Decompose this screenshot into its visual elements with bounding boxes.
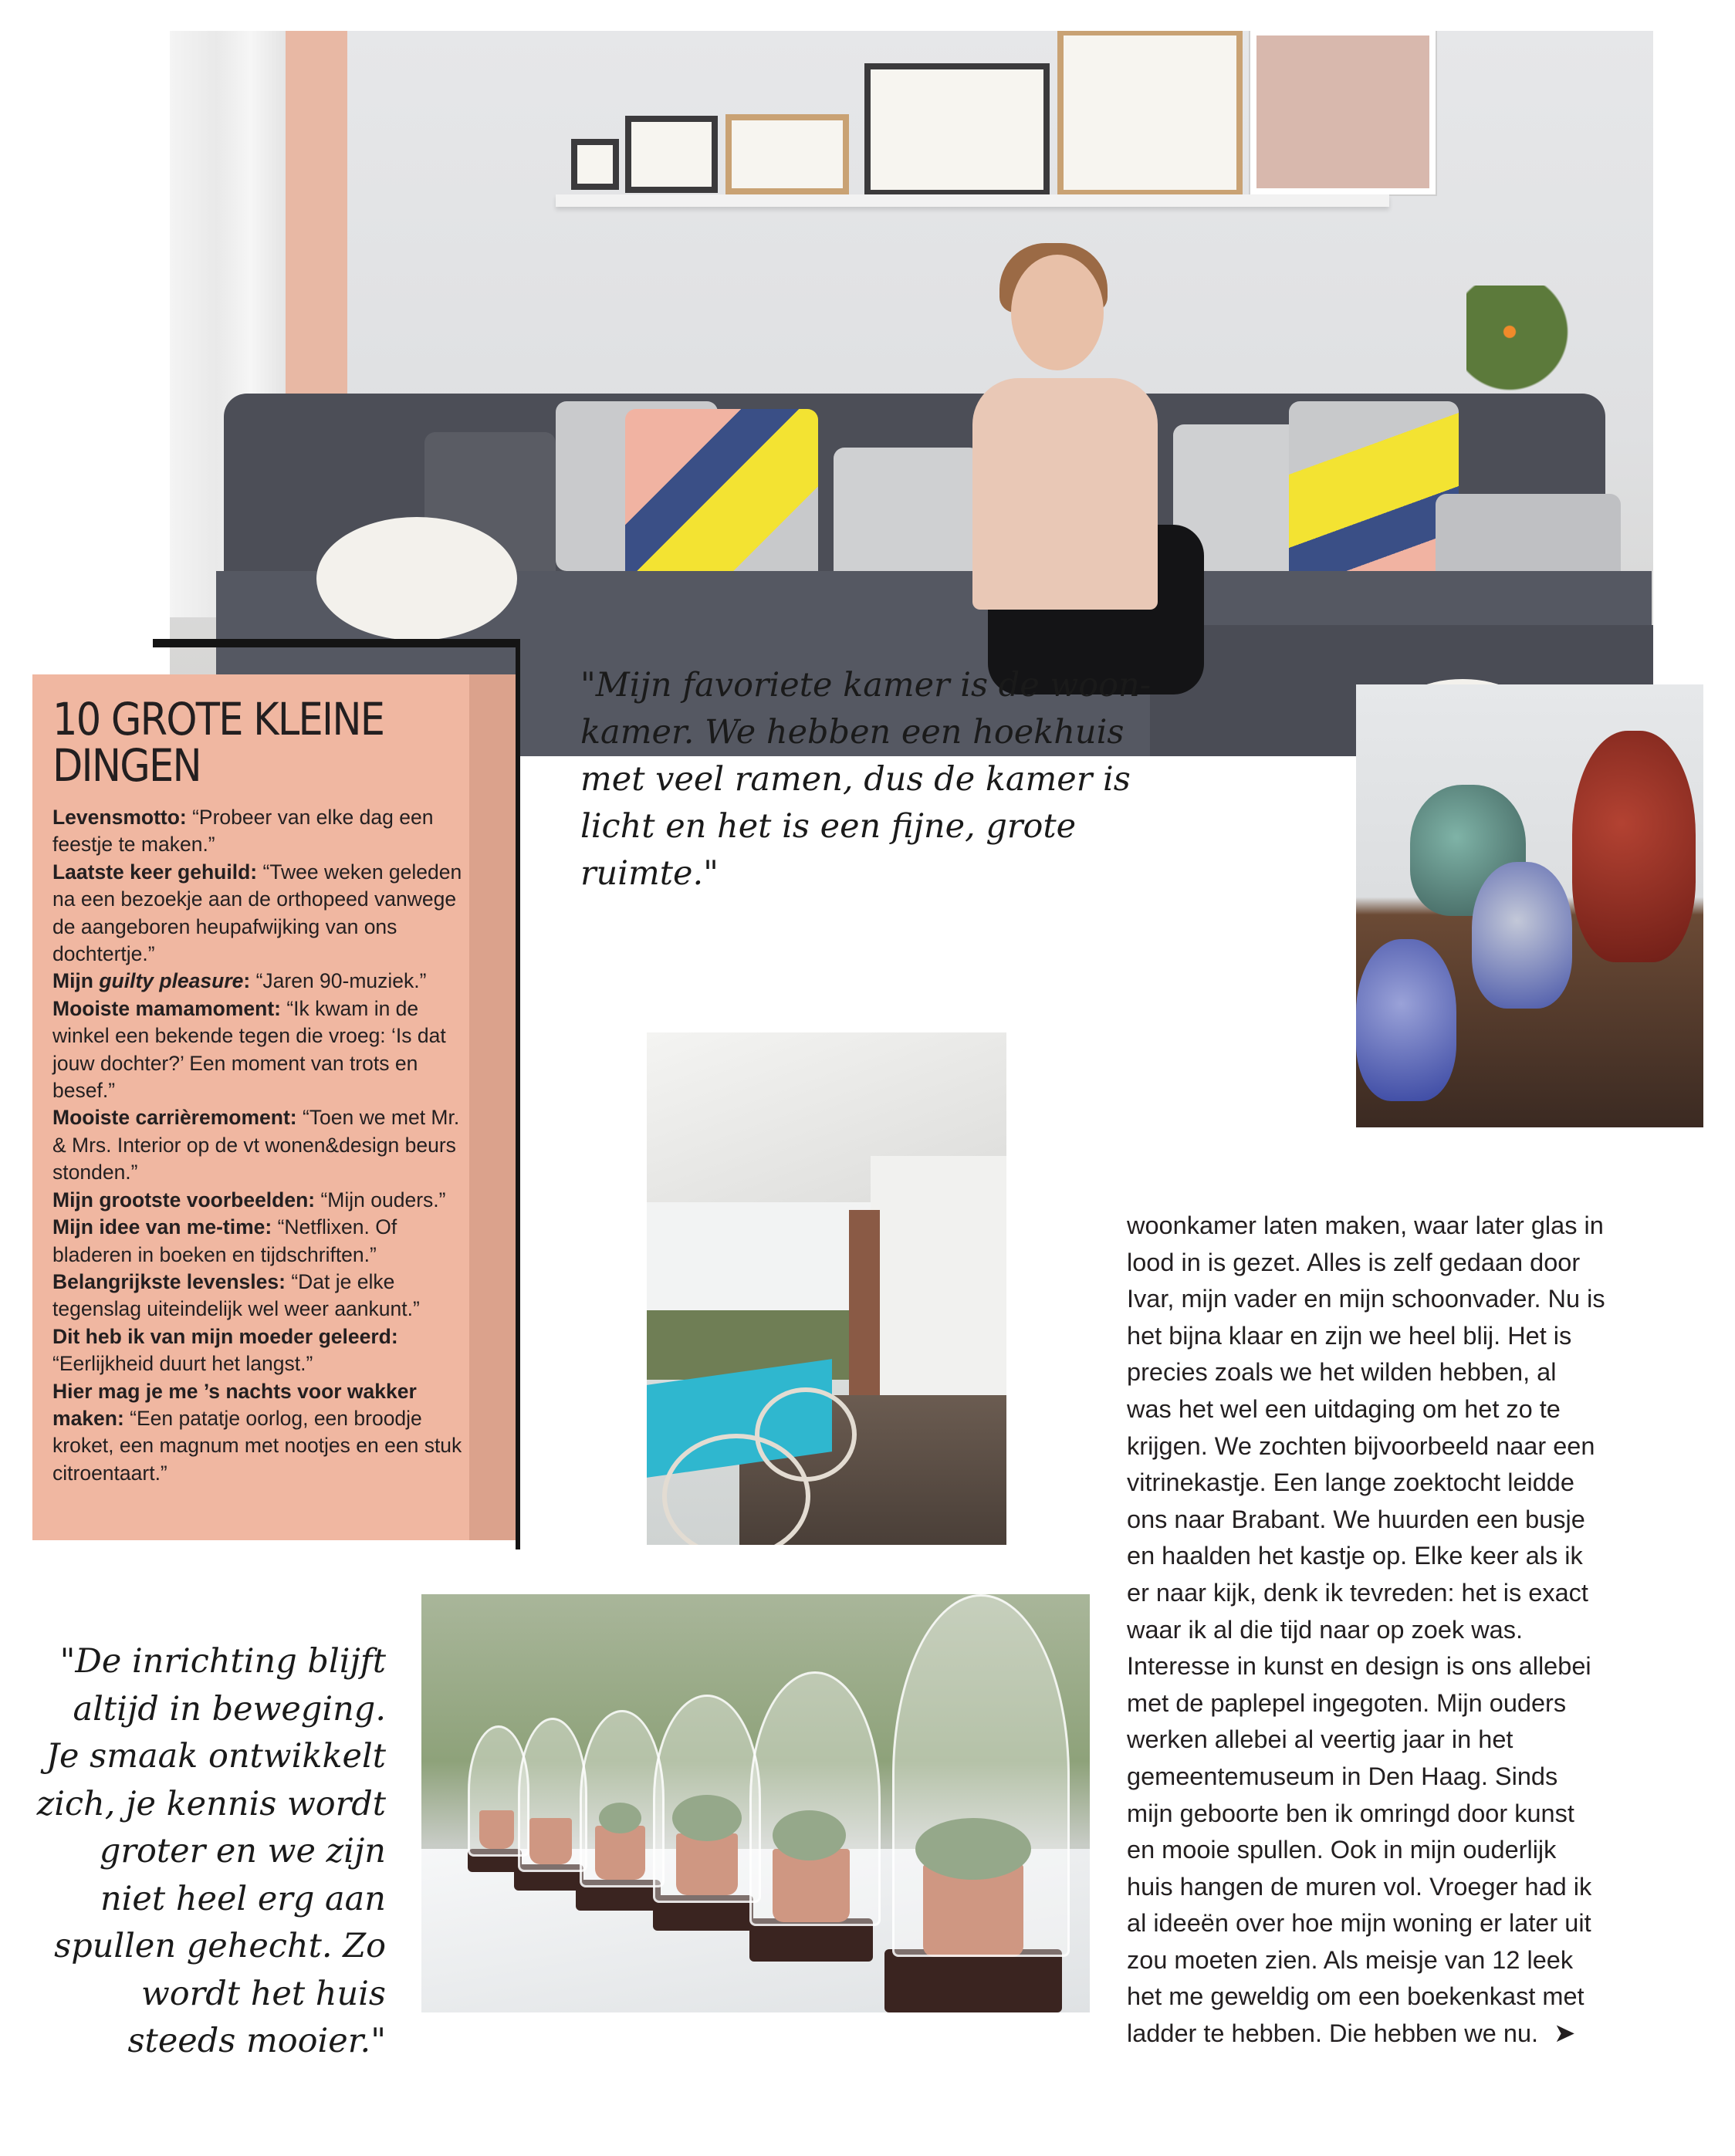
picture-shelf [556,194,1389,207]
sidebar-edge [469,674,516,1540]
blue-vase [1356,939,1456,1101]
body-line: lood in is gezet. Alles is zelf gedaan door [1127,1248,1581,1276]
glass-dome [518,1718,587,1872]
body-line: en haalden het kastje op. Elke keer als ik [1127,1542,1583,1570]
sidebar-item-text: “Ik kwam in de winkel een bekende tegen die vroeg: ‘Is dat jouw dochter?’ Een moment van trots en besef.” [52,996,446,1103]
sidebar-item-label: Mooiste carrièremoment: [52,1106,297,1130]
body-line: er naar kijk, denk ik tevreden: het is exact [1127,1578,1588,1607]
living-room-photo [170,31,1653,756]
sheepskin-left [316,517,517,640]
cactus-domes-photo [421,1594,1090,2012]
glass-dome [749,1671,881,1926]
body-line: was het wel een uitdaging om het zo te [1127,1394,1561,1423]
blue-silver-vase [1472,862,1572,1009]
sidebar-item [52,995,469,1105]
sidebar-item-label: Mijn guilty pleasure: [52,969,251,993]
sidebar-item-text: “Twee weken geleden na een bezoekje aan de orthopeed vanwege de aangeboren heupafwijking van ons dochtertje.” [52,860,462,966]
body-line: Ivar, mijn vader en mijn schoonvader. Nu is [1127,1285,1605,1313]
body-line: Interesse in kunst en design is ons allebei [1127,1652,1591,1681]
sidebar-item-text: “Mijn ouders.” [315,1188,446,1211]
sidebar-title: 10 GROTE KLEINE DINGEN [52,693,384,792]
body-line: krijgen. We zochten bijvoorbeeld naar een [1127,1431,1595,1460]
sidebar-list [52,804,469,1487]
sidebar-box [32,674,469,1540]
glass-dome [892,1594,1070,1957]
sidebar-item-text: “Netflixen. Of bladeren in boeken en tijdschriften.” [52,1215,397,1266]
accent-vertical-line [516,639,520,1549]
wire-chair-2 [755,1387,857,1482]
sidebar-item-label: Mijn grootste voorbeelden: [52,1188,316,1211]
body-line: precies zoals we het wilden hebben, al [1127,1358,1557,1387]
bird-print-frame [864,63,1050,196]
body-line: het me geweldig om een boekenkast met [1127,1982,1584,2011]
body-line: al ideeën over hoe mijn woning er later uit [1127,1909,1591,1938]
sidebar-item-label: Levensmotto: [52,806,187,829]
woman-blouse [972,378,1158,610]
body-line: zou moeten zien. Als meisje van 12 leek [1127,1945,1574,1974]
accent-rule [153,639,519,647]
sidebar-item-text: “Eerlijkheid duurt het langst.” [52,1352,313,1376]
sidebar-item-text: “Een patatje oorlog, een broodje kroket, een magnum met nootjes en een stuk citroentaart.” [52,1406,462,1485]
child-portrait-frame [1250,31,1436,194]
balcony-photo [647,1032,1006,1545]
sidebar-item-text: “Dat je elke tegenslag uiteindelijk wel weer aankunt.” [52,1269,420,1321]
sidebar-item-text: “Probeer van elke dag een feestje te maken.” [52,806,434,857]
sidebar-item [52,859,469,968]
body-line: vitrinekastje. Een lange zoektocht leidde [1127,1468,1574,1497]
sidebar-item [52,1378,469,1488]
sidebar-item [52,968,469,995]
sidebar-item-text: “Jaren 90-muziek.” [250,969,427,993]
sidebar-item-label: Hier mag je me ’s nachts voor wakker maken: [52,1379,417,1430]
body-line: woonkamer laten maken, waar later glas in [1127,1211,1604,1239]
vintage-photo-frame [1057,31,1243,196]
body-line: waar ik al die tijd naar op zoek was. [1127,1615,1524,1644]
continue-arrow-icon: ➤ [1554,2019,1576,2049]
body-line: met de paplepel ingegoten. Mijn ouders [1127,1688,1567,1717]
article-body [1127,1208,1667,2053]
sidebar-item [52,1269,469,1323]
vases-photo [1356,684,1703,1127]
pull-quote-top: "Mijn favoriete kamer is de woon-kamer. We hebben een hoekhuis met veel ramen, dus de kamer is licht en het is een fijne, grote ruimte." [580,666,1152,893]
sidebar-item-label: Laatste keer gehuild: [52,860,258,884]
small-frame [571,139,619,190]
sidebar-item [52,1214,469,1269]
body-line: werken allebei al veertig jaar in het [1127,1725,1513,1754]
dome-base [884,1949,1062,2012]
baby-photo-frame [725,114,849,194]
sidebar-item [52,1187,469,1214]
sidebar-item [52,804,469,859]
butterfly-frame [625,116,718,193]
brick-column [849,1210,880,1411]
body-line: ladder te hebben. Die hebben we nu. ➤ [1127,2019,1576,2049]
sidebar-item [52,1323,469,1378]
sidebar-item-label: Mijn idee van me-time: [52,1215,272,1239]
sidebar-item-text: “Toen we met Mr. & Mrs. Interior op de vt wonen&design beurs stonden.” [52,1106,460,1184]
woman-face [1011,255,1104,370]
body-line: gemeentemuseum in Den Haag. Sinds [1127,1762,1558,1790]
body-line: ons naar Brabant. We huurden een busje [1127,1505,1585,1533]
sidebar-item-label: Belangrijkste levensles: [52,1269,286,1293]
body-line: het bijna klaar en zijn we heel blij. Het is [1127,1321,1572,1350]
orange-tree [1466,286,1574,401]
body-line: en mooie spullen. Ook in mijn ouderlijk [1127,1836,1557,1864]
glass-dome [653,1695,761,1903]
body-line: mijn geboorte ben ik omringd door kunst [1127,1799,1574,1827]
glass-dome [580,1710,665,1887]
red-vase [1572,731,1696,962]
cushion-grey-2 [834,448,980,586]
body-line: huis hangen de muren vol. Vroeger had ik [1127,1872,1592,1901]
sidebar-item-label: Dit heb ik van mijn moeder geleerd: [52,1324,398,1348]
pull-quote-bottom: "De inrichting blijft altijd in beweging. Je smaak ontwikkelt zich, je kennis wordt groter en we zijn niet heel erg aan spullen gehecht. Zo wordt het huis steeds mooier." [36,1642,386,2060]
sidebar-item [52,1104,469,1186]
sidebar-item-label: Mooiste mamamoment: [52,996,281,1020]
